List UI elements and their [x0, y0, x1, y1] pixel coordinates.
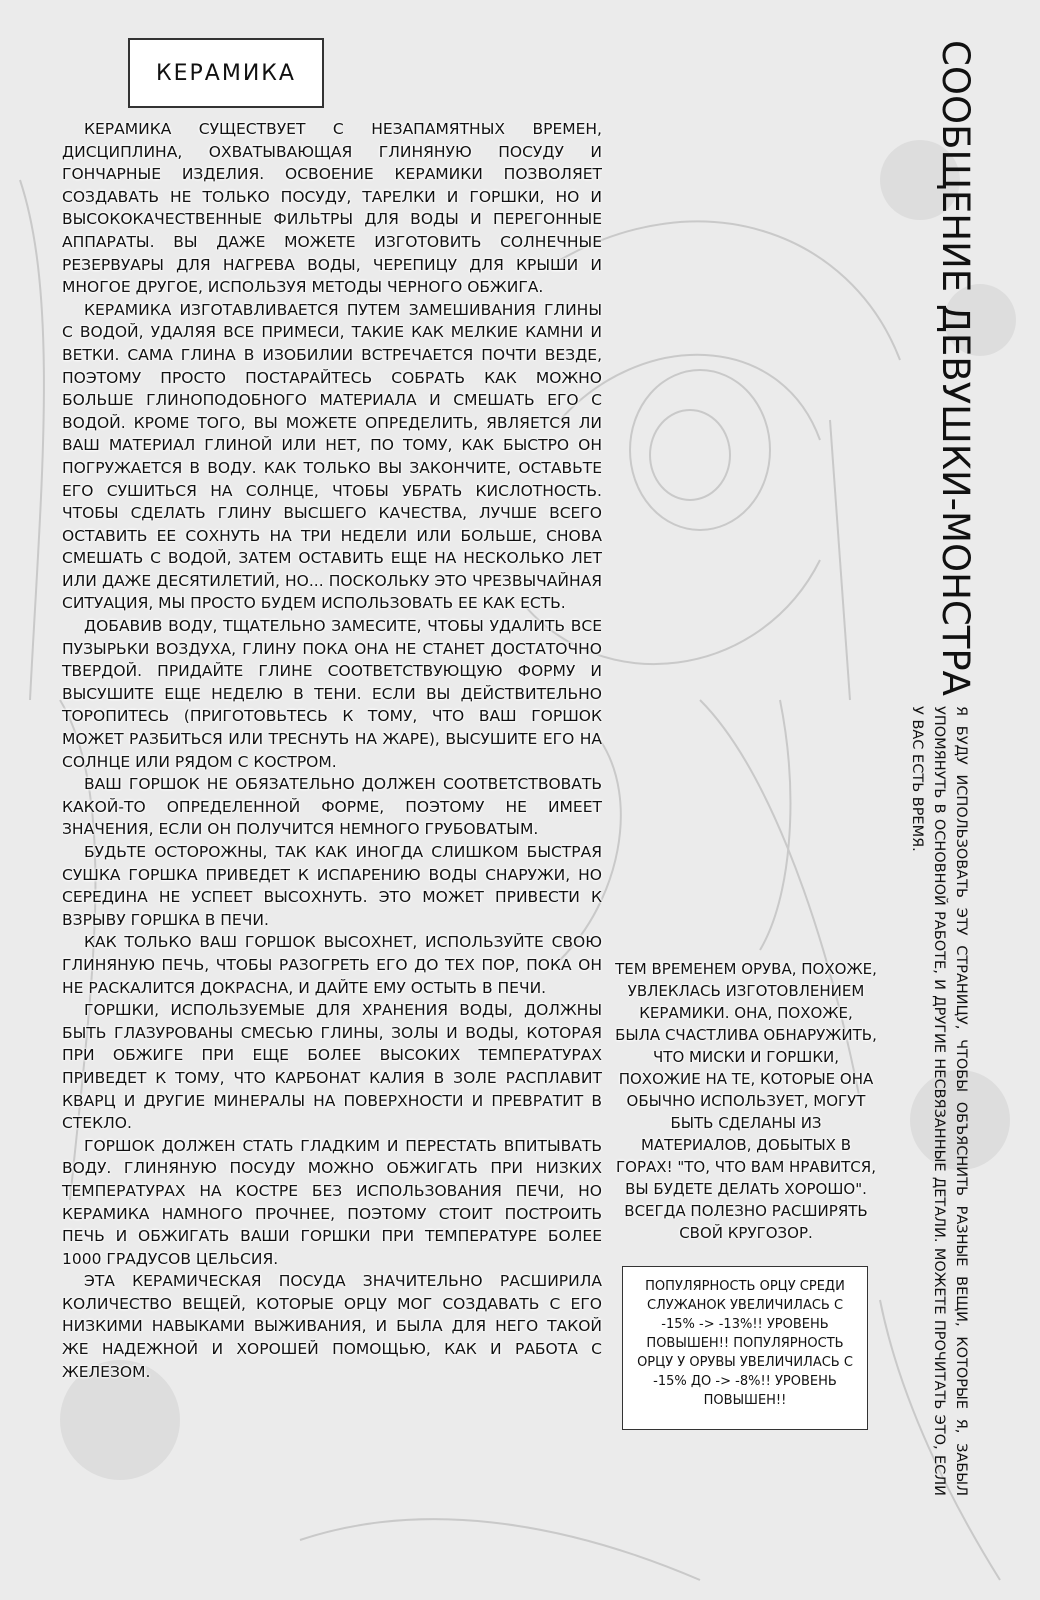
paragraph-6: КАК ТОЛЬКО ВАШ ГОРШОК ВЫСОХНЕТ, ИСПОЛЬЗУЙТЕ СВОЮ ГЛИНЯНУЮ ПЕЧЬ, ЧТОБЫ РАЗОГРЕТЬ ЕГО ДО ТЕХ ПОР, ПОКА ОН НЕ РАСКАЛИТСЯ ДОКРАСНА, И ДАЙТЕ ЕМУ ОСТЫТЬ В ПЕЧИ.	[62, 933, 602, 997]
main-text-column	[62, 118, 602, 1538]
chapter-title: КЕРАМИКА	[156, 60, 296, 86]
paragraph-5: БУДЬТЕ ОСТОРОЖНЫ, ТАК КАК ИНОГДА СЛИШКОМ БЫСТРАЯ СУШКА ГОРШКА ПРИВЕДЕТ К ИСПАРЕНИЮ ВОДЫ СНАРУЖИ, НО СЕРЕДИНА НЕ УСПЕЕТ ВЫСОХНУТЬ. ЭТО МОЖЕТ ПРИВЕСТИ К ВЗРЫВУ ГОРШКА В ПЕЧИ.	[62, 843, 602, 929]
paragraph-3: ДОБАВИВ ВОДУ, ТЩАТЕЛЬНО ЗАМЕСИТЕ, ЧТОБЫ УДАЛИТЬ ВСЕ ПУЗЫРЬКИ ВОЗДУХА, ГЛИНУ ПОКА ОНА НЕ СТАНЕТ ДОСТАТОЧНО ТВЕРДОЙ. ПРИДАЙТЕ ГЛИНЕ СООТВЕТСТВУЮЩУЮ ФОРМУ И ВЫСУШИТЕ ЕЩЕ НЕДЕЛЮ В ТЕНИ. ЕСЛИ ВЫ ДЕЙСТВИТЕЛЬНО ТОРОПИТЕСЬ (ПРИГОТОВЬТЕСЬ К ТОМУ, ЧТО ВАШ ГОРШОК МОЖЕТ РАЗБИТЬСЯ ИЛИ ТРЕСНУТЬ НА ЖАРЕ), ВЫСУШИТЕ ЕГО НА СОЛНЦЕ ИЛИ РЯДОМ С КОСТРОМ.	[62, 617, 602, 771]
side-note-text: ТЕМ ВРЕМЕНЕМ ОРУВА, ПОХОЖЕ, УВЛЕКЛАСЬ ИЗГОТОВЛЕНИЕМ КЕРАМИКИ. ОНА, ПОХОЖЕ, БЫЛА СЧАСТЛИВА ОБНАРУЖИТЬ, ЧТО МИСКИ И ГОРШКИ, ПОХОЖИЕ НА ТЕ, КОТОРЫЕ ОНА ОБЫЧНО ИСПОЛЬЗУЕТ, МОГУТ БЫТЬ СДЕЛАНЫ ИЗ МАТЕРИАЛОВ, ДОБЫТЫХ В ГОРАХ! "ТО, ЧТО ВАМ НРАВИТСЯ, ВЫ БУДЕТЕ ДЕЛАТЬ ХОРОШО". ВСЕГДА ПОЛЕЗНО РАСШИРЯТЬ СВОЙ КРУГОЗОР.	[615, 960, 877, 1242]
chapter-title-box	[128, 38, 324, 108]
paragraph-4: ВАШ ГОРШОК НЕ ОБЯЗАТЕЛЬНО ДОЛЖЕН СООТВЕТСТВОВАТЬ КАКОЙ-ТО ОПРЕДЕЛЕННОЙ ФОРМЕ, ПОЭТОМУ НЕ ИМЕЕТ ЗНАЧЕНИЯ, ЕСЛИ ОН ПОЛУЧИТСЯ НЕМНОГО ГРУБОВАТЫМ.	[62, 775, 602, 839]
popularity-box: ПОПУЛЯРНОСТЬ ОРЦУ СРЕДИ СЛУЖАНОК УВЕЛИЧИЛАСЬ С -15% -> -13%!! УРОВЕНЬ ПОВЫШЕН!! ПОПУЛЯРНОСТЬ ОРЦУ У ОРУВЫ УВЕЛИЧИЛАСЬ С -15% ДО -> -8%!! УРОВЕНЬ ПОВЫШЕН!!	[622, 1266, 868, 1430]
vertical-page-title: СООБЩЕНИЕ ДЕВУШКИ-МОНСТРА	[934, 40, 977, 696]
vertical-author-note: Я БУДУ ИСПОЛЬЗОВАТЬ ЭТУ СТРАНИЦУ, ЧТОБЫ ОБЪЯСНИТЬ РАЗНЫЕ ВЕЩИ, КОТОРЫЕ Я, ЗАБЫЛ УПОМЯНУТЬ В ОСНОВНОЙ РАБОТЕ, И ДРУГИЕ НЕСВЯЗАННЫЕ ДЕТАЛИ. МОЖЕТЕ ПРОЧИТАТЬ ЭТО, ЕСЛИ У ВАС ЕСТЬ ВРЕМЯ.	[909, 706, 969, 1496]
paragraph-9: ЭТА КЕРАМИЧЕСКАЯ ПОСУДА ЗНАЧИТЕЛЬНО РАСШИРИЛА КОЛИЧЕСТВО ВЕЩЕЙ, КОТОРЫЕ ОРЦУ МОГ СОЗДАВАТЬ С ЕГО НИЗКИМИ НАВЫКАМИ ВЫЖИВАНИЯ, И БЫЛА ДЛЯ НЕГО ТАКОЙ ЖЕ НАДЕЖНОЙ И ХОРОШЕЙ ПОМОЩЬЮ, КАК И РАБОТА С ЖЕЛЕЗОМ.	[62, 1272, 602, 1381]
paragraph-2: КЕРАМИКА ИЗГОТАВЛИВАЕТСЯ ПУТЕМ ЗАМЕШИВАНИЯ ГЛИНЫ С ВОДОЙ, УДАЛЯЯ ВСЕ ПРИМЕСИ, ТАКИЕ КАК МЕЛКИЕ КАМНИ И ВЕТКИ. САМА ГЛИНА В ИЗОБИЛИИ ВСТРЕЧАЕТСЯ ПОЧТИ ВЕЗДЕ, ПОЭТОМУ ПРОСТО ПОСТАРАЙТЕСЬ СОБРАТЬ КАК МОЖНО БОЛЬШЕ ГЛИНОПОДОБНОГО МАТЕРИАЛА И СМЕШАТЬ ЕГО С ВОДОЙ. КРОМЕ ТОГО, ВЫ МОЖЕТЕ ОПРЕДЕЛИТЬ, ЯВЛЯЕТСЯ ЛИ ВАШ МАТЕРИАЛ ГЛИНОЙ ИЛИ НЕТ, ПО ТОМУ, КАК БЫСТРО ОН ПОГРУЖАЕТСЯ В ВОДУ. КАК ТОЛЬКО ВЫ ЗАКОНЧИТЕ, ОСТАВЬТЕ ЕГО СУШИТЬСЯ НА СОЛНЦЕ, ЧТОБЫ УБРАТЬ КИСЛОТНОСТЬ. ЧТОБЫ СДЕЛАТЬ ГЛИНУ ВЫСШЕГО КАЧЕСТВА, ЛУЧШЕ ВСЕГО ОСТАВИТЬ ЕЕ СОХНУТЬ НА ТРИ НЕДЕЛИ ИЛИ БОЛЬШЕ, СНОВА СМЕШАТЬ С ВОДОЙ, ЗАТЕМ ОСТАВИТЬ ЕЩЕ НА НЕСКОЛЬКО ЛЕТ ИЛИ ДАЖЕ ДЕСЯТИЛЕТИЙ, НО... ПОСКОЛЬКУ ЭТО ЧРЕЗВЫЧАЙНАЯ СИТУАЦИЯ, МЫ ПРОСТО БУДЕМ ИСПОЛЬЗОВАТЬ ЕЕ КАК ЕСТЬ.	[62, 300, 602, 613]
side-note	[615, 958, 877, 1258]
paragraph-7: ГОРШКИ, ИСПОЛЬЗУЕМЫЕ ДЛЯ ХРАНЕНИЯ ВОДЫ, ДОЛЖНЫ БЫТЬ ГЛАЗУРОВАНЫ СМЕСЬЮ ГЛИНЫ, ЗОЛЫ И ВОДЫ, КОТОРАЯ ПРИ ОБЖИГЕ ПРИ ЕЩЕ БОЛЕЕ ВЫСОКИХ ТЕМПЕРАТУРАХ ПРИВЕДЕТ К ТОМУ, ЧТО КАРБОНАТ КАЛИЯ В ЗОЛЕ РАСПЛАВИТ КВАРЦ И ДРУГИЕ МИНЕРАЛЫ НА ПОВЕРХНОСТИ И ПРЕВРАТИТ В СТЕКЛО.	[62, 1001, 602, 1133]
paragraph-8: ГОРШОК ДОЛЖЕН СТАТЬ ГЛАДКИМ И ПЕРЕСТАТЬ ВПИТЫВАТЬ ВОДУ. ГЛИНЯНУЮ ПОСУДУ МОЖНО ОБЖИГАТЬ ПРИ НИЗКИХ ТЕМПЕРАТУРАХ НА КОСТРЕ БЕЗ ИСПОЛЬЗОВАНИЯ ПЕЧИ, НО КЕРАМИКА НАМНОГО ПРОЧНЕЕ, ПОЭТОМУ СТОИТ ПОСТРОИТЬ ПЕЧЬ И ОБЖИГАТЬ ВАШИ ГОРШКИ ПРИ ТЕМПЕРАТУРЕ БОЛЕЕ 1000 ГРАДУСОВ ЦЕЛЬСИЯ.	[62, 1136, 602, 1268]
paragraph-1: КЕРАМИКА СУЩЕСТВУЕТ С НЕЗАПАМЯТНЫХ ВРЕМЕН, ДИСЦИПЛИНА, ОХВАТЫВАЮЩАЯ ГЛИНЯНУЮ ПОСУДУ И ГОНЧАРНЫЕ ИЗДЕЛИЯ. ОСВОЕНИЕ КЕРАМИКИ ПОЗВОЛЯЕТ СОЗДАВАТЬ НЕ ТОЛЬКО ПОСУДУ, ТАРЕЛКИ И ГОРШКИ, НО И ВЫСОКОКАЧЕСТВЕННЫЕ ФИЛЬТРЫ ДЛЯ ВОДЫ И ПЕРЕГОННЫЕ АППАРАТЫ. ВЫ ДАЖЕ МОЖЕТЕ ИЗГОТОВИТЬ СОЛНЕЧНЫЕ РЕЗЕРВУАРЫ ДЛЯ НАГРЕВА ВОДЫ, ЧЕРЕПИЦУ ДЛЯ КРЫШИ И МНОГОЕ ДРУГОЕ, ИСПОЛЬЗУЯ МЕТОДЫ ЧЕРНОГО ОБЖИГА.	[62, 120, 602, 297]
